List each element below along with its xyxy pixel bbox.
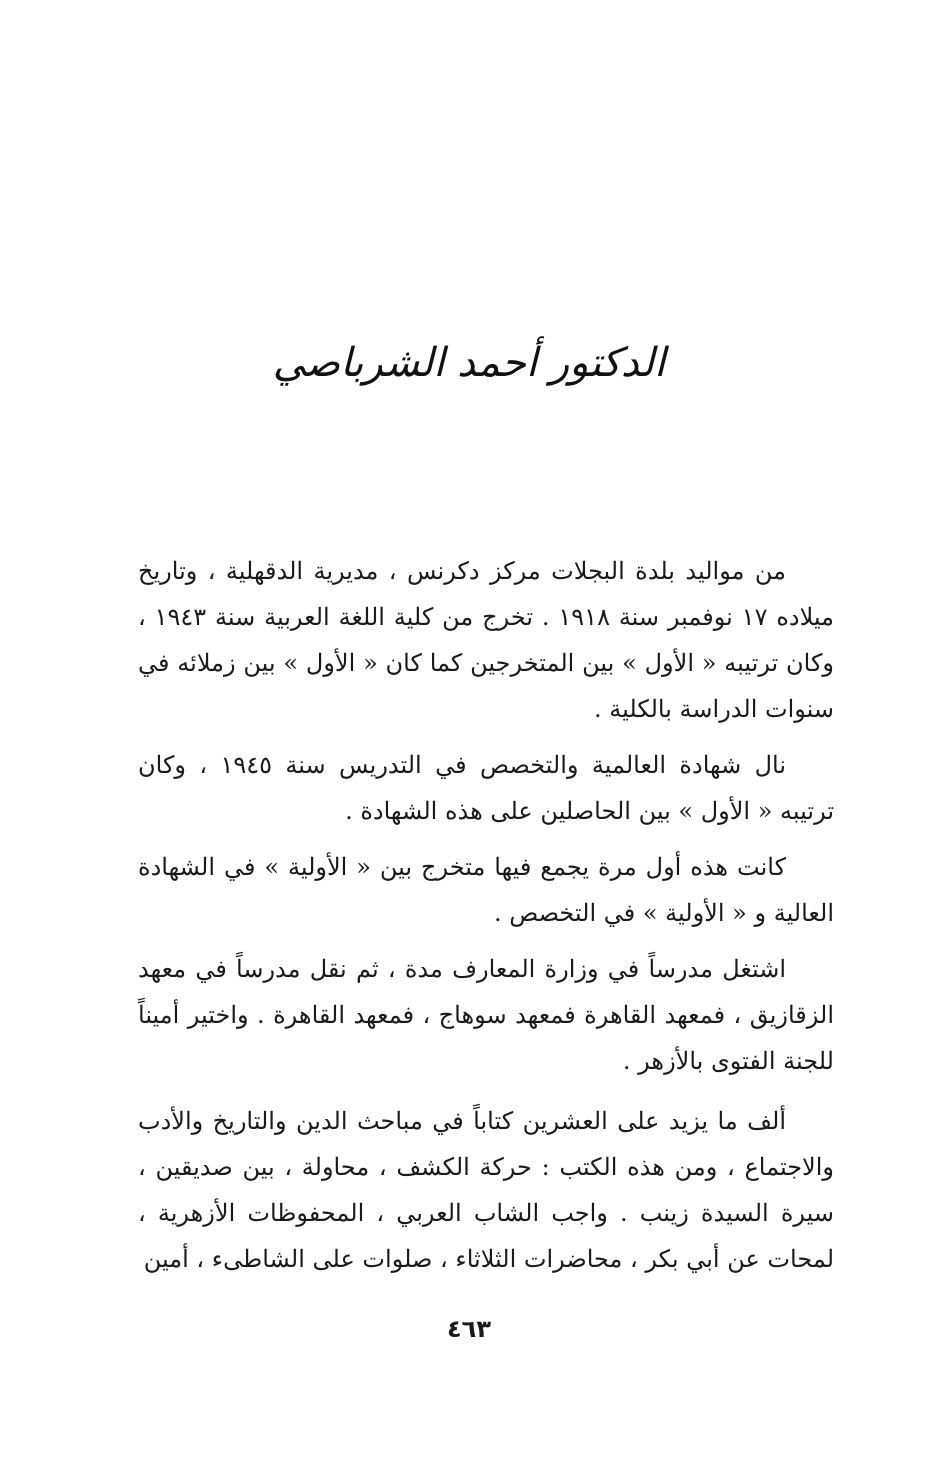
paragraph-first-rank: كانت هذه أول مرة يجمع فيها متخرج بين « الأولية » في الشهادة العالية و « الأولية » في التخصص . bbox=[138, 853, 834, 927]
paragraph-career: اشتغل مدرساً في وزارة المعارف مدة ، ثم نقل مدرساً في معهد الزقازيق ، فمعهد القاهرة فمعهد سوهاج ، فمعهد القاهرة . واختير أميناً للجنة الفتوى بالأزهر . bbox=[138, 955, 834, 1075]
paragraph-books: ألف ما يزيد على العشرين كتاباً في مباحث الدين والتاريخ والأدب والاجتماع ، ومن هذه الكتب : حركة الكشف ، محاولة ، بين صديقين ، سيرة السيدة زينب . واجب الشاب العربي ، المحفوظات الأزهرية ، لمحات عن أبي بكر ، محاضرات الثلاثاء ، صلوات على الشاطىء ، أمين bbox=[138, 1107, 834, 1273]
page-title: الدكتور أحمد الشرباصي bbox=[272, 340, 666, 386]
paragraph-alamiya-degree: نال شهادة العالمية والتخصص في التدريس سنة ١٩٤٥ ، وكان ترتيبه « الأول » بين الحاصلين على هذه الشهادة . bbox=[138, 751, 834, 825]
biography-text bbox=[138, 548, 834, 1282]
page-number: ٤٦٣ bbox=[447, 1315, 491, 1343]
paragraph-birth-education: من مواليد بلدة البجلات مركز دكرنس ، مديرية الدقهلية ، وتاريخ ميلاده ١٧ نوفمبر سنة ١٩١٨ . تخرج من كلية اللغة العربية سنة ١٩٤٣ ، وكان ترتيبه « الأول » بين المتخرجين كما كان « الأول » بين زملائه في سنوات الدراسة بالكلية . bbox=[138, 557, 834, 723]
